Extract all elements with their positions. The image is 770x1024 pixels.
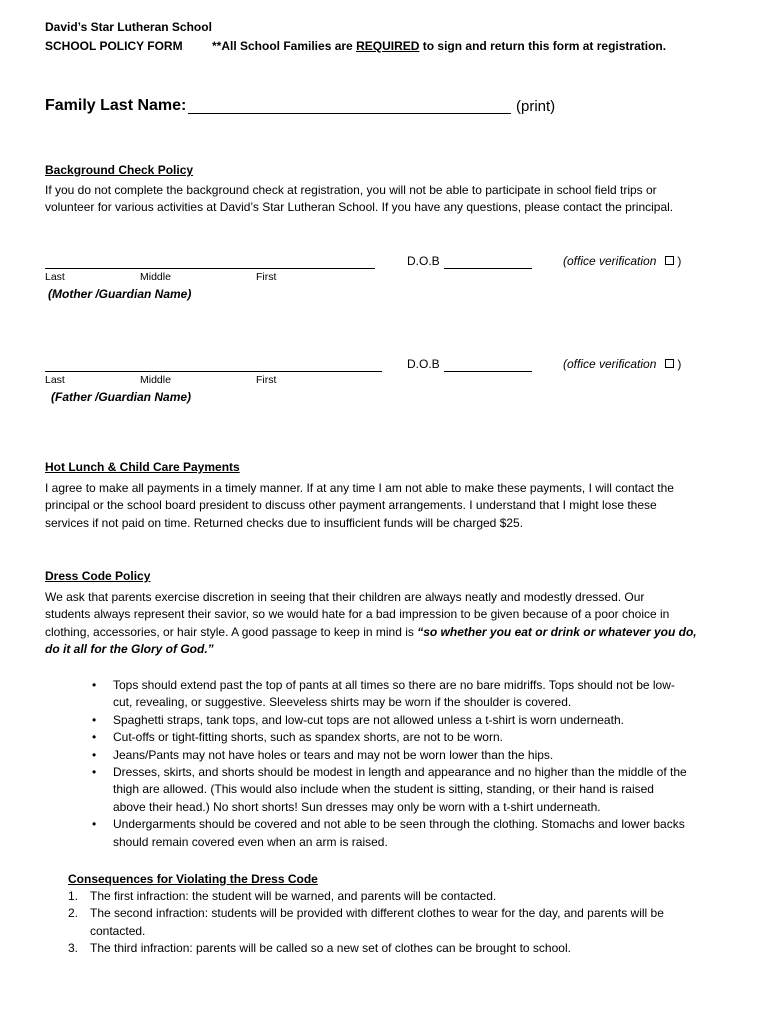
father-last-label: Last: [45, 374, 65, 386]
form-title: SCHOOL POLICY FORM: [45, 39, 183, 53]
father-guardian-label: (Father /Guardian Name): [51, 390, 192, 404]
mother-name-field[interactable]: [45, 268, 375, 269]
background-check-heading: Background Check Policy: [45, 163, 194, 177]
father-dob-label: D.O.B: [407, 357, 440, 371]
bullet-icon: •: [92, 765, 97, 780]
list-item: • Dresses, skirts, and shorts should be modest in length and appearance and no higher than the middle of the thigh are allowed. (This would also include when the student is sitting, standing, or their hand is raised above their head.) No short shorts! Sun dresses may only be worn with a t-shirt underneath.: [92, 765, 687, 814]
bullet-icon: •: [92, 678, 97, 692]
consequences-heading: Consequences for Violating the Dress Code: [68, 872, 318, 886]
list-item: • Jeans/Pants may not have holes or tears and may not be worn lower than the hips.: [113, 747, 687, 764]
family-last-name-label: Family Last Name:: [45, 97, 187, 114]
list-item: • Cut-offs or tight-fitting shorts, such as spandex shorts, are not to be worn.: [113, 729, 687, 746]
list-item: 2. The second infraction: students will be provided with different clothes to wear for the day, and parents will be contacted.: [68, 906, 664, 938]
dress-code-text: We ask that parents exercise discretion in seeing that their children are always neatly and modestly dressed. Our students always represent their savior, so we would hate for a bad impression to be given because of a poor choice in clothing, accessories, or hair style. A good passage to keep in mind is “so whether you eat or drink or whatever you do, do it all for the Glory of God.”: [45, 589, 697, 659]
mother-office-verification: (office verification ): [563, 254, 682, 268]
mother-first-label: First: [256, 271, 277, 283]
mother-middle-label: Middle: [140, 271, 171, 283]
list-item: • Tops should extend past the top of pants at all times so there are no bare midriffs. Tops should not be low- cut, revealing, or suggestive. Sleeveless shirts may be worn if the shoulder is covered.: [92, 678, 675, 710]
required-emphasis: REQUIRED: [356, 39, 420, 53]
mother-dob-label: D.O.B: [407, 254, 440, 268]
school-name: David’s Star Lutheran School: [45, 20, 212, 34]
father-middle-label: Middle: [140, 374, 171, 386]
payments-text: I agree to make all payments in a timely manner. If at any time I am not able to make these payments, I will contact the principal or the school board president to discuss other payment arrangements. I understand that I might lose these services if not paid on time. Returned checks due to insufficient funds will be charged $25.: [45, 481, 674, 530]
payments-heading: Hot Lunch & Child Care Payments: [45, 460, 240, 474]
list-item: 1. The first infraction: the student will be warned, and parents will be contacted.: [68, 889, 497, 903]
print-hint: (print): [516, 98, 556, 115]
bullet-icon: •: [92, 730, 97, 745]
list-item: 3. The third infraction: parents will be called so a new set of clothes can be brought to school.: [68, 941, 571, 956]
list-item: • Undergarments should be covered and not able to be seen through the clothing. Stomachs and lower backs should remain covered even when an arm is raised.: [92, 817, 685, 849]
bullet-icon: •: [92, 747, 97, 762]
scripture-quote-start: “so whether you eat or drink or whatever you do,: [417, 624, 697, 639]
mother-dob-field[interactable]: [444, 268, 532, 269]
list-item: • Spaghetti straps, tank tops, and low-cut tops are not allowed unless a t-shirt is worn underneath.: [113, 712, 687, 729]
consequences-list: [68, 888, 664, 958]
family-last-name-row: [45, 95, 186, 117]
mother-last-label: Last: [45, 271, 65, 283]
father-name-field[interactable]: [45, 371, 382, 372]
registration-notice: **All School Families are REQUIRED to sign and return this form at registration.: [212, 39, 667, 53]
father-verification-checkbox[interactable]: [665, 359, 674, 368]
background-check-text: If you do not complete the background check at registration, you will not be able to participate in school field trips or volunteer for various activities at David’s Star Lutheran School. If you have any questions, please contact the principal.: [45, 183, 674, 215]
dress-code-heading: Dress Code Policy: [45, 569, 151, 583]
family-last-name-field[interactable]: [188, 113, 511, 114]
mother-guardian-label: (Mother /Guardian Name): [48, 287, 192, 301]
consequences-list-wrap: [68, 888, 664, 958]
dress-code-bullet-list: [92, 677, 687, 851]
mother-verification-checkbox[interactable]: [665, 256, 674, 265]
father-first-label: First: [256, 374, 277, 386]
father-office-verification: (office verification ): [563, 357, 682, 371]
scripture-quote-end: do it all for the Glory of God.”: [45, 642, 214, 657]
bullet-icon: •: [92, 712, 97, 727]
bullet-icon: •: [92, 817, 97, 832]
father-dob-field[interactable]: [444, 371, 532, 372]
